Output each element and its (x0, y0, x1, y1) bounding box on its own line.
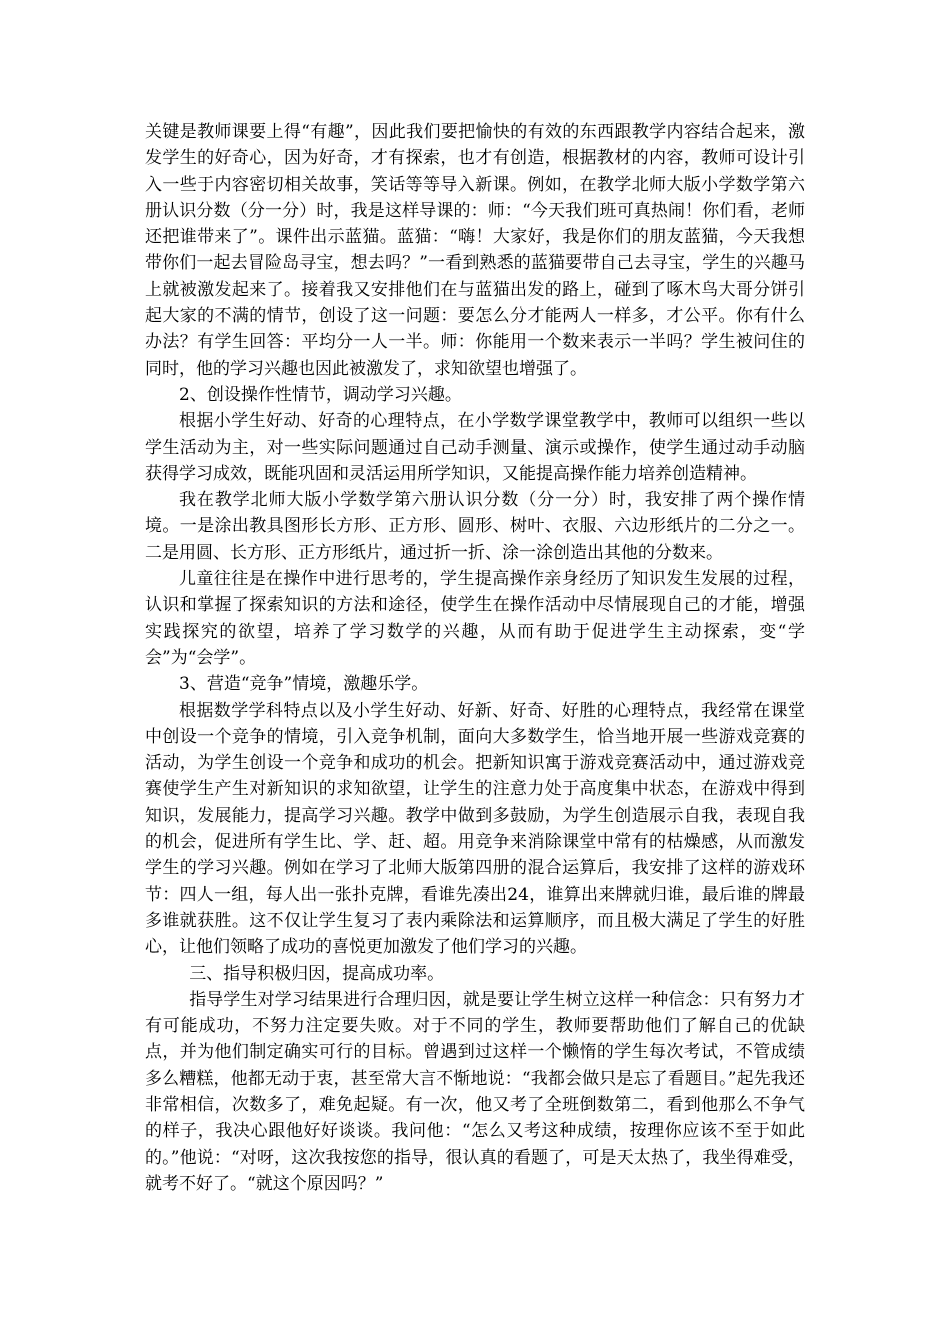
paragraph-intro-continued: 关键是教师课要上得“有趣”，因此我们要把愉快的有效的东西跟教学内容结合起来，激发学生的好奇心，因为好奇，才有探索，也才有创造，根据教材的内容，教师可设计引入一些于内容密切相关故事，笑话等等导入新课。例如，在教学北师大版小学数学第六册认识分数（分一分）时，我是这样导课的：师：“今天我们班可真热闹！你们看，老师还把谁带来了”。课件出示蓝猫。蓝猫：“嗨！大家好，我是你们的朋友蓝猫，今天我想带你们一起去冒险岛寻宝，想去吗？”一看到熟悉的蓝猫要带自己去寻宝，学生的兴趣马上就被激发起来了。接着我又安排他们在与蓝猫出发的路上，碰到了啄木鸟大哥分饼引起大家的不满的情节，创设了这一问题：要怎么分才能两人一样多，才公平。你有什么办法？有学生回答：平均分一人一半。师：你能用一个数来表示一半吗？学生被问住的同时，他的学习兴趣也因此被激发了，求知欲望也增强了。 (145, 122, 805, 379)
paragraph-attribution: 指导学生对学习结果进行合理归因，就是要让学生树立这样一种信念：只有努力才有可能成功，不努力注定要失败。对于不同的学生，教师要帮助他们了解自己的优缺点，并为他们制定确实可行的目标。曾遇到过这样一个懒惰的学生每次考试，不管成绩多么糟糕，他都无动于衷，甚至常大言不惭地说：“我都会做只是忘了看题目。”起先我还非常相信，次数多了，难免起疑。有一次，他又考了全班倒数第二，看到他那么不争气的样子，我决心跟他好好谈谈。我问他：“怎么又考这种成绩，按理你应该不至于如此的。”他说：“对呀，这次我按您的指导，很认真的看题了，可是天太热了，我坐得难受，就考不好了。“就这个原因吗？” (145, 989, 805, 1194)
heading-attribution: 三、指导积极归因，提高成功率。 (189, 963, 445, 984)
heading-competition-situation: 3、营造“竞争”情境，激趣乐学。 (179, 674, 429, 695)
paragraph-operation-principle: 根据小学生好动、好奇的心理特点，在小学数学课堂教学中，教师可以组织一些以学生活动为主，对一些实际问题通过自己动手测量、演示或操作，使学生通过动手动脑获得学习成效，既能巩固和灵活运用所学知识，又能提高操作能力培养创造精神。 (145, 411, 805, 484)
paragraph-competition: 根据数学学科特点以及小学生好动、好新、好奇、好胜的心理特点，我经常在课堂中创设一个竞争的情境，引入竞争机制，面向大多数学生，恰当地开展一些游戏竞赛的活动，为学生创设一个竞争和成功的机会。把新知识寓于游戏竞赛活动中，通过游戏竞赛使学生产生对新知识的求知欲望，让学生的注意力处于高度集中状态，在游戏中得到知识，发展能力，提高学习兴趣。教学中做到多鼓励，为学生创造展示自我，表现自我的机会，促进所有学生比、学、赶、超。用竞争来消除课堂中常有的枯燥感，从而激发学生的学习兴趣。例如在学习了北师大版第四册的混合运算后，我安排了这样的游戏环节：四人一组，每人出一张扑克牌，看谁先凑出24，谁算出来牌就归谁，最后谁的牌最多谁就获胜。这不仅让学生复习了表内乘除法和运算顺序，而且极大满足了学生的好胜心，让他们领略了成功的喜悦更加激发了他们学习的兴趣。 (145, 700, 805, 958)
paragraph-operation-example: 我在教学北师大版小学数学第六册认识分数（分一分）时，我安排了两个操作情境。一是涂出教具图形长方形、正方形、圆形、树叶、衣服、六边形纸片的二分之一。二是用圆、长方形、正方形纸片，通过折一折、涂一涂创造出其他的分数来。 (145, 490, 805, 563)
paragraph-operation-summary: 儿童往往是在操作中进行思考的，学生提高操作亲身经历了知识发生发展的过程，认识和掌握了探索知识的方法和途径，使学生在操作活动中尽情展现自己的才能，增强实践探究的欲望，培养了学习数学的兴趣，从而有助于促进学生主动探索，变“学会”为“会学”。 (145, 569, 805, 668)
heading-operation-situation: 2、创设操作性情节，调动学习兴趣。 (179, 384, 462, 405)
document-body (145, 119, 805, 1197)
